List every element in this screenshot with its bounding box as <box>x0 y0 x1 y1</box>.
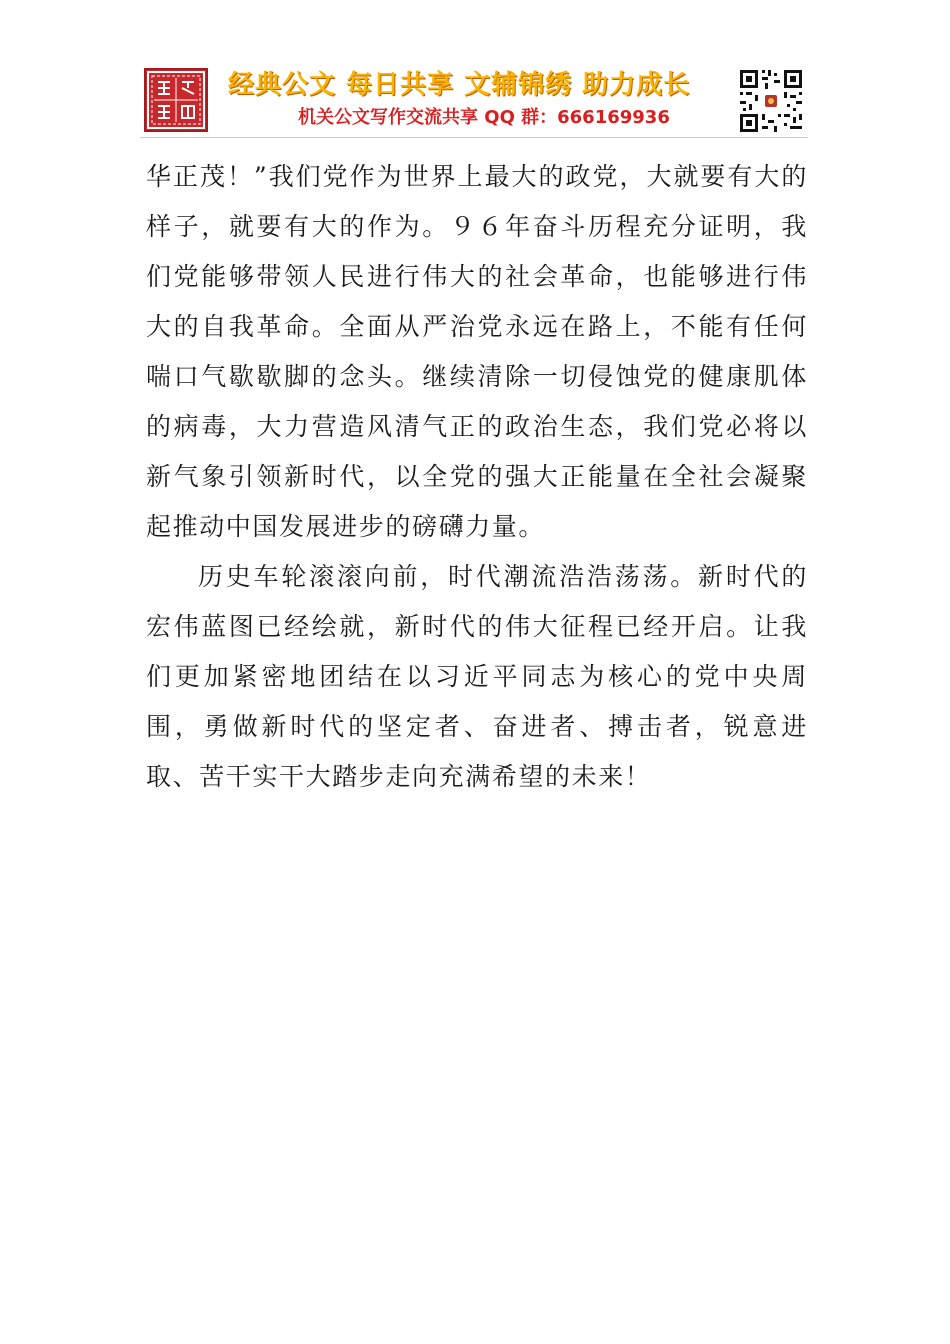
header-divider <box>140 137 808 138</box>
page-header <box>140 66 808 136</box>
seal-pattern <box>146 70 206 130</box>
qr-code-icon <box>738 68 804 134</box>
header-slogan: 经典公文 每日共享 文辅锦绣 助力成长 <box>228 70 691 100</box>
logo-seal <box>144 68 208 132</box>
body-paragraph-2: 历史车轮滚滚向前，时代潮流浩浩荡荡。新时代的宏伟蓝图已经绘就，新时代的伟大征程已经开启。让我们更加紧密地团结在以习近平同志为核心的党中央周围，勇做新时代的坚定者、奋进者、搏击者，锐意进取、苦干实干大踏步走向充满希望的未来！ <box>146 562 808 791</box>
document-body <box>146 152 808 802</box>
body-paragraph-1: 华正茂！”我们党作为世界上最大的政党，大就要有大的样子，就要有大的作为。９６年奋斗历程充分证明，我们党能够带领人民进行伟大的社会革命，也能够进行伟大的自我革命。全面从严治党永远在路上，不能有任何喘口气歇歇脚的念头。继续清除一切侵蚀党的健康肌体的病毒，大力营造风清气正的政治生态，我们党必将以新气象引领新时代，以全党的强大正能量在全社会凝聚起推动中国发展进步的磅礴力量。 <box>146 162 808 541</box>
header-subtitle: 机关公文写作交流共享 QQ 群：666169936 <box>298 107 670 128</box>
